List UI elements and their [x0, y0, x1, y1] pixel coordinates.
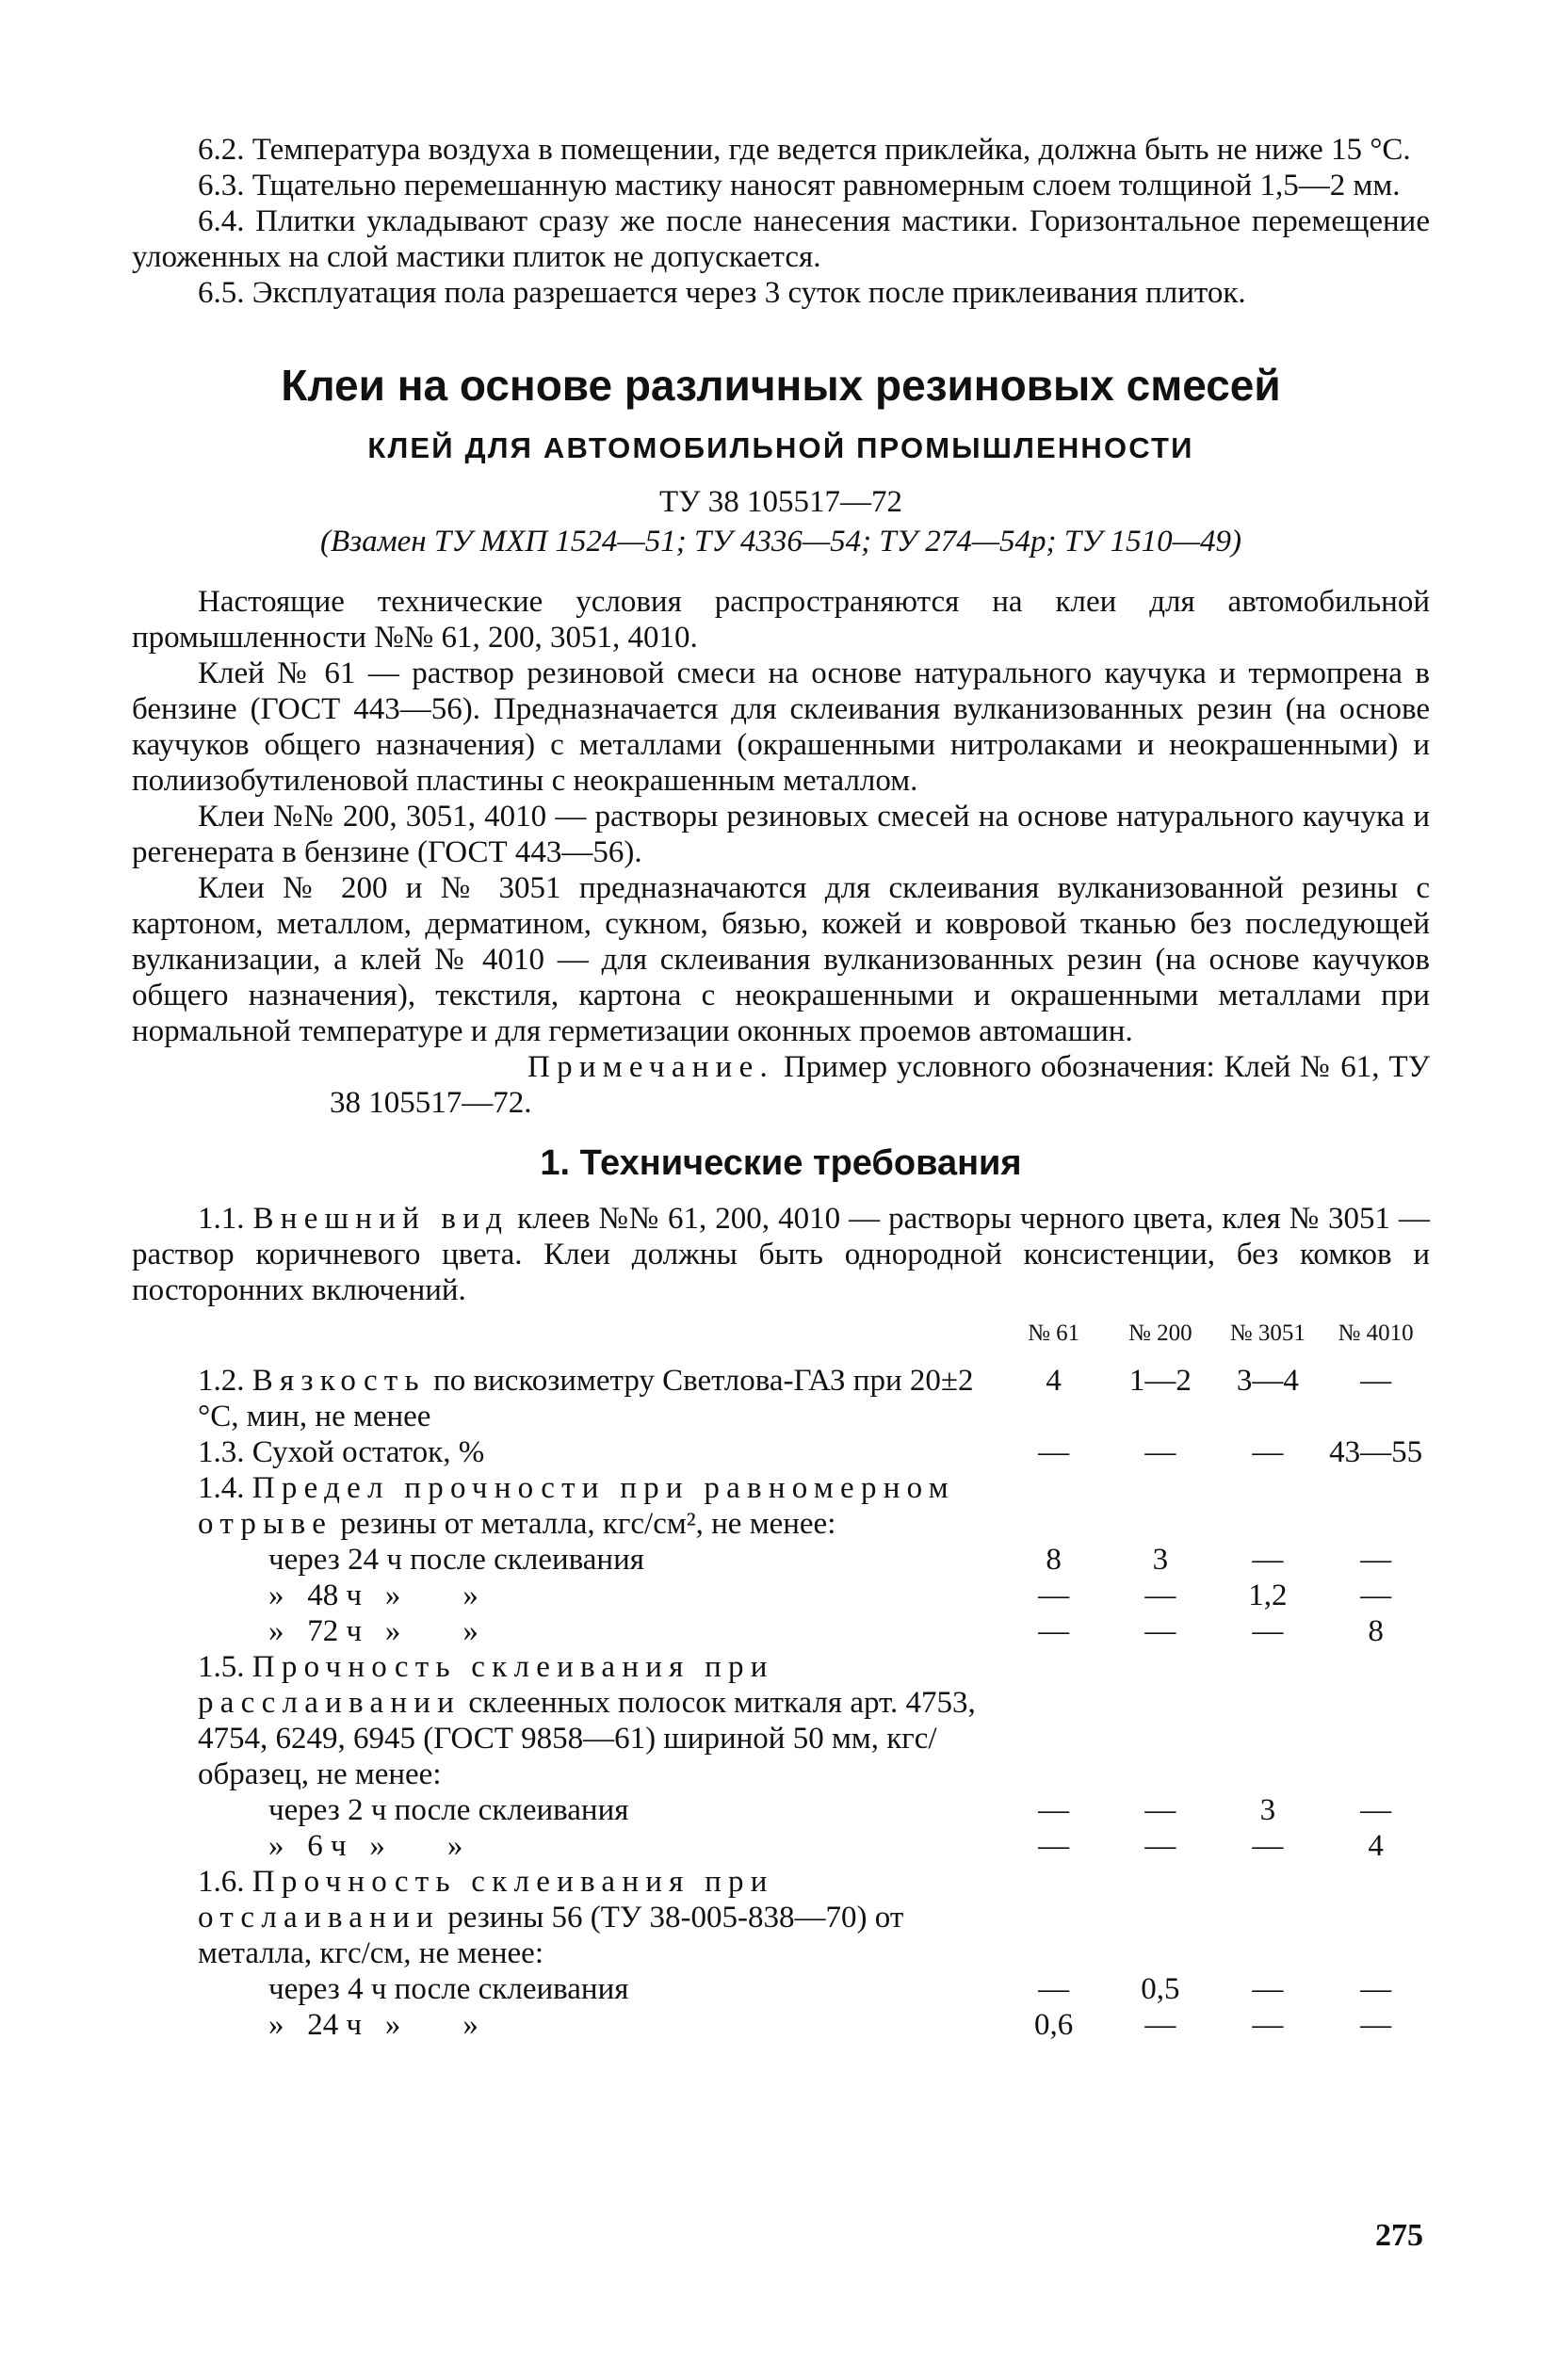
paragraph-6-2: 6.2. Температура воздуха в помещении, где ведется приклейка, должна быть не ниже 15 °С. [198, 133, 1411, 167]
row-number: 1.3. [198, 1435, 245, 1469]
cell-value [1213, 1649, 1322, 1792]
cell-value [1322, 1864, 1430, 1971]
item-1-1-term: Внешний вид [252, 1202, 510, 1236]
cell-value: — [1360, 1364, 1392, 1398]
row-text: через 2 ч после склеивания [268, 1793, 629, 1827]
item-1-1-number: 1.1. [198, 1202, 245, 1236]
table-row [132, 2007, 1430, 2043]
cell-value: — [1144, 2008, 1176, 2042]
table-row [132, 1470, 1430, 1542]
cell-value: — [1360, 2008, 1392, 2042]
table-row [132, 1363, 1430, 1434]
column-header: № 4010 [1338, 1320, 1414, 1346]
cell-value [1322, 1649, 1430, 1792]
cell-value [1107, 1649, 1213, 1792]
table-header-row [132, 1316, 1430, 1363]
table-row [132, 1971, 1430, 2007]
cell-value [1107, 1864, 1213, 1971]
body-paragraph-3: Клеи №№ 200, 3051, 4010 — растворы резиновых смесей на основе натурального каучука и регенерата в бензине (ГОСТ 443—56). [132, 800, 1430, 869]
table-header-label [132, 1316, 1000, 1363]
replaces-standards: (Взамен ТУ МХП 1524—51; ТУ 4336—54; ТУ 274—54р; ТУ 1510—49) [320, 525, 1241, 559]
cell-value: — [1252, 1829, 1284, 1863]
row-text: » 48 ч » » [268, 1579, 478, 1612]
chapter-heading: Клеи на основе различных резиновых смесей [281, 361, 1281, 410]
cell-value: — [1252, 1435, 1284, 1469]
page-content [132, 132, 1430, 2043]
cell-value: — [1360, 1972, 1392, 2006]
row-label [132, 1542, 1000, 1578]
cell-value: — [1038, 1793, 1070, 1827]
table-row [132, 1434, 1430, 1470]
row-label [132, 1363, 1000, 1434]
standard-number: ТУ 38 105517—72 [658, 485, 903, 519]
row-number: 1.6. [198, 1865, 245, 1899]
cell-value: — [1038, 1579, 1070, 1612]
cell-value: 4 [1046, 1364, 1062, 1398]
table-row [132, 1864, 1430, 1971]
row-text: склеенных полосок миткаля арт. 4753, 4754, 6249, 6945 (ГОСТ 9858—61) шириной 50 мм, кгс/образец, не менее: [198, 1686, 976, 1791]
column-header: № 200 [1128, 1320, 1192, 1346]
row-label [132, 1971, 1000, 2007]
cell-value: — [1144, 1793, 1176, 1827]
cell-value: — [1038, 1829, 1070, 1863]
cell-value: 3—4 [1236, 1364, 1299, 1398]
cell-value: 43—55 [1329, 1435, 1423, 1469]
body-paragraph-2: Клей № 61 — раствор резиновой смеси на основе натурального каучука и термопрена в бензине (ГОСТ 443—56). Предназначается для склеивания вулканизованных резин (на основе каучуков общего назначения) с металлами (окрашенными нитролаками и неокрашенными) и полиизобутиленовой пластины с неокрашенным металлом. [132, 656, 1430, 798]
cell-value: — [1038, 1435, 1070, 1469]
row-label [132, 1434, 1000, 1470]
row-text: » 6 ч » » [268, 1829, 463, 1863]
row-term: Прочность склеивания при расслаивании [198, 1650, 774, 1720]
cell-value: — [1144, 1435, 1176, 1469]
section-subheading: КЛЕЙ ДЛЯ АВТОМОБИЛЬНОЙ ПРОМЫШЛЕННОСТИ [367, 431, 1194, 464]
row-label [132, 1470, 1000, 1542]
table-row [132, 1542, 1430, 1578]
row-term: Вязкость [251, 1364, 426, 1398]
item-1-1-text: клеев №№ 61, 200, 4010 — растворы черного цвета, клея № 3051 — раствор коричневого цвета. Клеи должны быть однородной консистенции, без комков и посторонних включений. [132, 1202, 1431, 1307]
cell-value: — [1144, 1614, 1176, 1648]
cell-value: 4 [1368, 1829, 1384, 1863]
cell-value [1322, 1470, 1430, 1542]
cell-value: — [1360, 1793, 1392, 1827]
cell-value: — [1038, 1614, 1070, 1648]
row-label [132, 1792, 1000, 1828]
note-label: Примечание. [527, 1050, 775, 1084]
row-label [132, 2007, 1000, 2043]
row-label [132, 1613, 1000, 1649]
cell-value: 3 [1152, 1543, 1169, 1577]
cell-value: — [1144, 1829, 1176, 1863]
cell-value: — [1360, 1543, 1392, 1577]
row-text: по вискозиметру Светлова-ГАЗ при 20±2 °С, мин, не менее [198, 1364, 974, 1433]
table-row [132, 1649, 1430, 1792]
row-label [132, 1864, 1000, 1971]
row-label [132, 1578, 1000, 1613]
column-header: № 3051 [1229, 1320, 1306, 1346]
paragraph-6-3: 6.3. Тщательно перемешанную мастику наносят равномерным слоем толщиной 1,5—2 мм. [198, 169, 1401, 202]
row-term: Прочность склеивания при отслаивании [198, 1865, 774, 1935]
paragraph-6-5: 6.5. Эксплуатация пола разрешается через 3 суток после приклеивания плиток. [198, 276, 1246, 310]
table-row [132, 1828, 1430, 1864]
body-paragraph-4: Клеи № 200 и № 3051 предназначаются для склеивания вулканизованной резины с картоном, металлом, дерматином, сукном, бязью, кожей и ковровой тканью без последующей вулканизации, а клей № 4010 — для склеивания вулканизованных резин (на основе каучуков общего назначения), текстиля, картона с неокрашенными и окрашенными металлами при нормальной температуре и для герметизации оконных проемов автомашин. [132, 871, 1430, 1048]
body-paragraph-1: Настоящие технические условия распространяются на клеи для автомобильной промышленности №№ 61, 200, 3051, 4010. [132, 585, 1430, 655]
cell-value [1000, 1864, 1107, 1971]
row-number: 1.2. [198, 1364, 245, 1398]
cell-value: — [1252, 1972, 1284, 2006]
row-text: » 24 ч » » [268, 2008, 478, 2042]
table-row [132, 1792, 1430, 1828]
cell-value [1000, 1470, 1107, 1542]
cell-value: — [1252, 2008, 1284, 2042]
row-text: через 24 ч после склеивания [268, 1543, 644, 1577]
table-row [132, 1578, 1430, 1613]
cell-value [1000, 1649, 1107, 1792]
cell-value: 0,6 [1033, 2008, 1074, 2042]
cell-value: — [1252, 1543, 1284, 1577]
cell-value [1213, 1470, 1322, 1542]
cell-value: 1—2 [1128, 1364, 1192, 1398]
cell-value: 3 [1259, 1793, 1276, 1827]
cell-value: — [1144, 1579, 1176, 1612]
paragraph-6-4: 6.4. Плитки укладывают сразу же после нанесения мастики. Горизонтальное перемещение уложенных на слой мастики плиток не допускается. [132, 204, 1430, 274]
cell-value: — [1252, 1614, 1284, 1648]
cell-value [1107, 1470, 1213, 1542]
row-label [132, 1828, 1000, 1864]
table-row [132, 1613, 1430, 1649]
cell-value: 1,2 [1248, 1579, 1288, 1612]
cell-value: 8 [1368, 1614, 1384, 1648]
cell-value: — [1360, 1579, 1392, 1612]
row-text: резины от металла, кгс/см², не менее: [340, 1507, 836, 1541]
cell-value: 0,5 [1141, 1972, 1180, 2006]
row-term: Предел прочности при равномерном отрыве [198, 1471, 955, 1541]
note-text: Пример условного обозначения: Клей № 61, ТУ 38 105517—72. [330, 1050, 1430, 1120]
item-1-1 [132, 1201, 1430, 1308]
section-title: 1. Технические требования [540, 1143, 1022, 1183]
note [330, 1049, 1430, 1121]
row-text: » 72 ч » » [268, 1614, 478, 1648]
row-text: Сухой остаток, % [251, 1435, 485, 1469]
row-number: 1.5. [198, 1650, 245, 1684]
requirements-table [132, 1316, 1430, 2043]
cell-value [1213, 1864, 1322, 1971]
row-text: резины 56 (ТУ 38-005-838—70) от металла, кгс/см, не менее: [198, 1901, 904, 1970]
page-number: 275 [1375, 2218, 1423, 2253]
cell-value: 8 [1046, 1543, 1062, 1577]
table-body [132, 1363, 1430, 2043]
row-text: через 4 ч после склеивания [268, 1972, 629, 2006]
column-header: № 61 [1028, 1320, 1080, 1346]
row-label [132, 1649, 1000, 1792]
row-number: 1.4. [198, 1471, 245, 1505]
cell-value: — [1038, 1972, 1070, 2006]
